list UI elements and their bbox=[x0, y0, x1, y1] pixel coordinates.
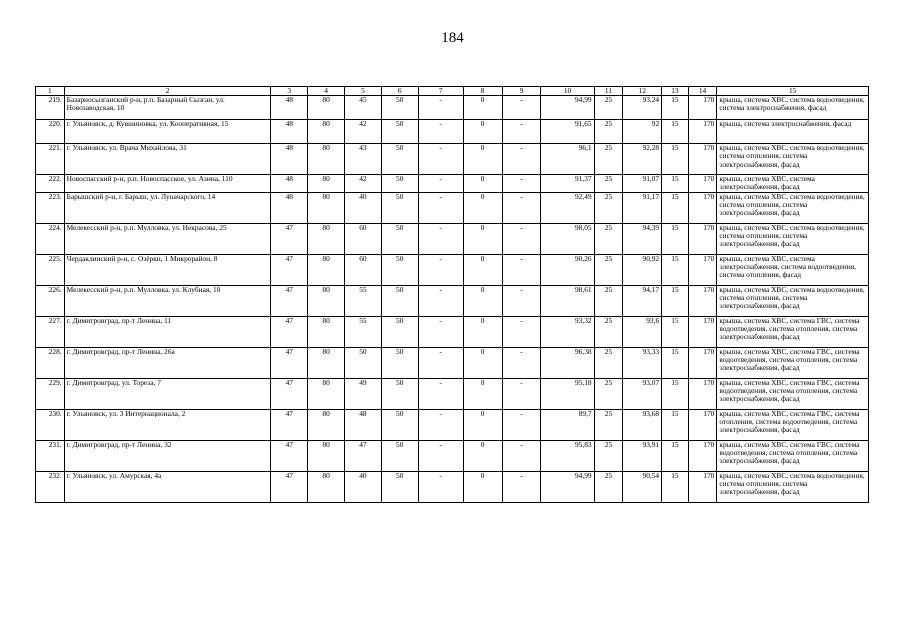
value-cell-c6: 50 bbox=[381, 378, 418, 409]
table-row bbox=[36, 120, 869, 144]
value-cell-c8: 0 bbox=[463, 223, 502, 254]
works-cell: крыша, система ХВС, система ГВС, система водоотведения, система отопления, система электроснабжения, фасад bbox=[717, 440, 869, 471]
table-row bbox=[36, 440, 869, 471]
table-row bbox=[36, 285, 869, 316]
row-number-cell: 222. bbox=[36, 175, 65, 192]
value-cell-c10: 98,05 bbox=[541, 223, 594, 254]
column-header-15: 15 bbox=[717, 87, 869, 96]
value-cell-c14: 170 bbox=[688, 120, 717, 144]
value-cell-c14: 170 bbox=[688, 144, 717, 175]
value-cell-c6: 50 bbox=[381, 192, 418, 223]
value-cell-c7: - bbox=[418, 409, 463, 440]
value-cell-c9: - bbox=[502, 316, 541, 347]
value-cell-c13: 15 bbox=[662, 144, 689, 175]
value-cell-c13: 15 bbox=[662, 175, 689, 192]
works-cell: крыша, система ХВС, система ГВС, система водоотведения, система отопления, система электроснабжения, фасад bbox=[717, 347, 869, 378]
address-cell: Базарносызганский р-н, р.п. Базарный Сызган, ул. Новозаводская, 10 bbox=[64, 96, 271, 120]
value-cell-c12: 90,54 bbox=[623, 471, 662, 502]
row-number-cell: 227. bbox=[36, 316, 65, 347]
column-header-5: 5 bbox=[345, 87, 382, 96]
column-header-11: 11 bbox=[594, 87, 623, 96]
value-cell-c5: 49 bbox=[345, 378, 382, 409]
value-cell-c4: 80 bbox=[308, 192, 345, 223]
value-cell-c10: 89,7 bbox=[541, 409, 594, 440]
table-row bbox=[36, 347, 869, 378]
value-cell-c8: 0 bbox=[463, 192, 502, 223]
value-cell-c14: 170 bbox=[688, 96, 717, 120]
table-row bbox=[36, 223, 869, 254]
value-cell-c5: 42 bbox=[345, 175, 382, 192]
address-cell: г. Ульяновск, ул. Врача Михайлова, 31 bbox=[64, 144, 271, 175]
table-row bbox=[36, 409, 869, 440]
value-cell-c8: 0 bbox=[463, 347, 502, 378]
value-cell-c3: 48 bbox=[271, 144, 308, 175]
value-cell-c8: 0 bbox=[463, 285, 502, 316]
address-cell: г. Ульяновск, ул. 3 Интернационала, 2 bbox=[64, 409, 271, 440]
column-header-2: 2 bbox=[64, 87, 271, 96]
table-row bbox=[36, 96, 869, 120]
value-cell-c4: 80 bbox=[308, 471, 345, 502]
value-cell-c6: 50 bbox=[381, 96, 418, 120]
value-cell-c10: 95,83 bbox=[541, 440, 594, 471]
value-cell-c3: 48 bbox=[271, 120, 308, 144]
value-cell-c4: 80 bbox=[308, 144, 345, 175]
value-cell-c7: - bbox=[418, 285, 463, 316]
value-cell-c7: - bbox=[418, 347, 463, 378]
value-cell-c8: 0 bbox=[463, 175, 502, 192]
address-cell: г. Димитровград, ул. Тореза, 7 bbox=[64, 378, 271, 409]
row-number-cell: 225. bbox=[36, 254, 65, 285]
value-cell-c5: 60 bbox=[345, 254, 382, 285]
value-cell-c12: 91,07 bbox=[623, 175, 662, 192]
value-cell-c4: 80 bbox=[308, 440, 345, 471]
value-cell-c13: 15 bbox=[662, 471, 689, 502]
value-cell-c12: 93,24 bbox=[623, 96, 662, 120]
address-cell: Новоспасский р-н, р.п. Новоспасское, ул. Азина, 110 bbox=[64, 175, 271, 192]
value-cell-c7: - bbox=[418, 440, 463, 471]
row-number-cell: 230. bbox=[36, 409, 65, 440]
table-row bbox=[36, 471, 869, 502]
value-cell-c10: 95,18 bbox=[541, 378, 594, 409]
value-cell-c11: 25 bbox=[594, 471, 623, 502]
value-cell-c8: 0 bbox=[463, 254, 502, 285]
works-cell: крыша, система ХВС, система водоотведения, система отопления, система электроснабжения, фасад bbox=[717, 285, 869, 316]
table-row bbox=[36, 144, 869, 175]
value-cell-c4: 80 bbox=[308, 347, 345, 378]
value-cell-c8: 0 bbox=[463, 144, 502, 175]
value-cell-c5: 42 bbox=[345, 120, 382, 144]
value-cell-c12: 91,17 bbox=[623, 192, 662, 223]
value-cell-c9: - bbox=[502, 120, 541, 144]
value-cell-c7: - bbox=[418, 144, 463, 175]
value-cell-c7: - bbox=[418, 254, 463, 285]
value-cell-c9: - bbox=[502, 378, 541, 409]
value-cell-c12: 93,33 bbox=[623, 347, 662, 378]
table-row bbox=[36, 254, 869, 285]
address-cell: Мелекесский р-н, р.п. Мулловка, ул. Некрасова, 25 bbox=[64, 223, 271, 254]
value-cell-c9: - bbox=[502, 285, 541, 316]
row-number-cell: 220. bbox=[36, 120, 65, 144]
value-cell-c10: 98,61 bbox=[541, 285, 594, 316]
address-cell: Мелекесский р-н, р.п. Мулловка, ул. Клубная, 10 bbox=[64, 285, 271, 316]
value-cell-c6: 50 bbox=[381, 223, 418, 254]
works-cell: крыша, система ХВС, система ГВС, система водоотведения, система отопления, система электроснабжения, фасад bbox=[717, 316, 869, 347]
value-cell-c13: 15 bbox=[662, 120, 689, 144]
value-cell-c12: 93,6 bbox=[623, 316, 662, 347]
value-cell-c14: 170 bbox=[688, 440, 717, 471]
value-cell-c7: - bbox=[418, 471, 463, 502]
value-cell-c14: 170 bbox=[688, 223, 717, 254]
value-cell-c5: 55 bbox=[345, 285, 382, 316]
row-number-cell: 226. bbox=[36, 285, 65, 316]
value-cell-c11: 25 bbox=[594, 144, 623, 175]
row-number-cell: 232. bbox=[36, 471, 65, 502]
table-row bbox=[36, 175, 869, 192]
value-cell-c4: 80 bbox=[308, 409, 345, 440]
value-cell-c4: 80 bbox=[308, 223, 345, 254]
works-cell: крыша, система ХВС, система водоотведения, система отопления, система электроснабжения, фасад bbox=[717, 192, 869, 223]
address-cell: г. Ульяновск, ул. Амурская, 4а bbox=[64, 471, 271, 502]
value-cell-c12: 94,39 bbox=[623, 223, 662, 254]
column-header-12: 12 bbox=[623, 87, 662, 96]
column-header-10: 10 bbox=[541, 87, 594, 96]
value-cell-c11: 25 bbox=[594, 223, 623, 254]
address-cell: г. Ульяновск, д. Кувшиновка, ул. Кооперативная, 15 bbox=[64, 120, 271, 144]
column-header-4: 4 bbox=[308, 87, 345, 96]
column-header-13: 13 bbox=[662, 87, 689, 96]
page-number: 184 bbox=[441, 30, 464, 46]
value-cell-c4: 80 bbox=[308, 254, 345, 285]
value-cell-c9: - bbox=[502, 471, 541, 502]
value-cell-c3: 47 bbox=[271, 254, 308, 285]
value-cell-c8: 0 bbox=[463, 96, 502, 120]
value-cell-c4: 80 bbox=[308, 316, 345, 347]
value-cell-c14: 170 bbox=[688, 347, 717, 378]
row-number-cell: 219. bbox=[36, 96, 65, 120]
value-cell-c7: - bbox=[418, 120, 463, 144]
table-body bbox=[36, 96, 869, 502]
works-cell: крыша, система ХВС, система водоотведения, система отопления, система электроснабжения, фасад bbox=[717, 223, 869, 254]
table-row bbox=[36, 316, 869, 347]
value-cell-c10: 96,38 bbox=[541, 347, 594, 378]
header-row bbox=[36, 87, 869, 96]
row-number-cell: 228. bbox=[36, 347, 65, 378]
value-cell-c5: 43 bbox=[345, 144, 382, 175]
works-cell: крыша, система ХВС, система ГВС, система отопления, система водоотведения, система электроснабжения, фасад bbox=[717, 409, 869, 440]
works-cell: крыша, система ХВС, система водоотведения, система отопления, система электроснабжения, фасад bbox=[717, 471, 869, 502]
column-header-14: 14 bbox=[688, 87, 717, 96]
value-cell-c10: 91,65 bbox=[541, 120, 594, 144]
value-cell-c9: - bbox=[502, 96, 541, 120]
value-cell-c11: 25 bbox=[594, 96, 623, 120]
value-cell-c6: 50 bbox=[381, 440, 418, 471]
value-cell-c11: 25 bbox=[594, 409, 623, 440]
value-cell-c5: 47 bbox=[345, 440, 382, 471]
value-cell-c10: 91,37 bbox=[541, 175, 594, 192]
value-cell-c3: 47 bbox=[271, 285, 308, 316]
value-cell-c6: 50 bbox=[381, 409, 418, 440]
table-row bbox=[36, 378, 869, 409]
value-cell-c11: 25 bbox=[594, 285, 623, 316]
column-header-6: 6 bbox=[381, 87, 418, 96]
value-cell-c10: 96,1 bbox=[541, 144, 594, 175]
value-cell-c5: 45 bbox=[345, 96, 382, 120]
value-cell-c10: 94,99 bbox=[541, 96, 594, 120]
value-cell-c6: 50 bbox=[381, 347, 418, 378]
value-cell-c14: 170 bbox=[688, 192, 717, 223]
value-cell-c8: 0 bbox=[463, 120, 502, 144]
value-cell-c7: - bbox=[418, 378, 463, 409]
value-cell-c7: - bbox=[418, 192, 463, 223]
value-cell-c14: 170 bbox=[688, 316, 717, 347]
value-cell-c14: 170 bbox=[688, 378, 717, 409]
works-cell: крыша, система ХВС, система электроснабжения, система водоотведения, система отопления, фасад bbox=[717, 254, 869, 285]
value-cell-c3: 48 bbox=[271, 192, 308, 223]
value-cell-c12: 93,68 bbox=[623, 409, 662, 440]
value-cell-c11: 25 bbox=[594, 120, 623, 144]
works-cell: крыша, система ХВС, система водоотведения, система электроснабжения, фасад bbox=[717, 96, 869, 120]
value-cell-c4: 80 bbox=[308, 96, 345, 120]
value-cell-c8: 0 bbox=[463, 471, 502, 502]
column-header-3: 3 bbox=[271, 87, 308, 96]
value-cell-c5: 50 bbox=[345, 347, 382, 378]
value-cell-c12: 93,07 bbox=[623, 378, 662, 409]
value-cell-c9: - bbox=[502, 347, 541, 378]
value-cell-c10: 92,49 bbox=[541, 192, 594, 223]
value-cell-c13: 15 bbox=[662, 96, 689, 120]
address-cell: г. Димитровград, пр-т Ленина, 11 bbox=[64, 316, 271, 347]
value-cell-c5: 48 bbox=[345, 409, 382, 440]
value-cell-c4: 80 bbox=[308, 120, 345, 144]
value-cell-c3: 47 bbox=[271, 471, 308, 502]
value-cell-c12: 93,91 bbox=[623, 440, 662, 471]
value-cell-c6: 50 bbox=[381, 285, 418, 316]
value-cell-c5: 60 bbox=[345, 223, 382, 254]
value-cell-c9: - bbox=[502, 175, 541, 192]
value-cell-c12: 94,17 bbox=[623, 285, 662, 316]
address-cell: Чердаклинский р-н, с. Озёрки, 1 Микрорайон, 8 bbox=[64, 254, 271, 285]
value-cell-c11: 25 bbox=[594, 378, 623, 409]
works-cell: крыша, система ХВС, система электроснабжения, фасад bbox=[717, 175, 869, 192]
column-header-1: 1 bbox=[36, 87, 65, 96]
value-cell-c3: 48 bbox=[271, 96, 308, 120]
value-cell-c9: - bbox=[502, 409, 541, 440]
value-cell-c4: 80 bbox=[308, 175, 345, 192]
value-cell-c4: 80 bbox=[308, 285, 345, 316]
value-cell-c3: 47 bbox=[271, 409, 308, 440]
works-cell: крыша, система ХВС, система водоотведения, система отопления, система электроснабжения, фасад bbox=[717, 144, 869, 175]
value-cell-c13: 15 bbox=[662, 378, 689, 409]
value-cell-c7: - bbox=[418, 96, 463, 120]
value-cell-c3: 47 bbox=[271, 223, 308, 254]
row-number-cell: 224. bbox=[36, 223, 65, 254]
value-cell-c6: 50 bbox=[381, 316, 418, 347]
column-header-9: 9 bbox=[502, 87, 541, 96]
value-cell-c9: - bbox=[502, 254, 541, 285]
value-cell-c12: 92 bbox=[623, 120, 662, 144]
value-cell-c14: 170 bbox=[688, 254, 717, 285]
value-cell-c6: 50 bbox=[381, 120, 418, 144]
value-cell-c10: 90,26 bbox=[541, 254, 594, 285]
address-cell: г. Димитровград, пр-т Ленина, 32 bbox=[64, 440, 271, 471]
value-cell-c11: 25 bbox=[594, 254, 623, 285]
value-cell-c6: 50 bbox=[381, 175, 418, 192]
value-cell-c14: 170 bbox=[688, 285, 717, 316]
address-cell: Барышский р-н, г. Барыш, ул. Луначарского, 14 bbox=[64, 192, 271, 223]
value-cell-c3: 47 bbox=[271, 378, 308, 409]
value-cell-c5: 55 bbox=[345, 316, 382, 347]
value-cell-c10: 93,32 bbox=[541, 316, 594, 347]
value-cell-c9: - bbox=[502, 144, 541, 175]
value-cell-c13: 15 bbox=[662, 440, 689, 471]
value-cell-c14: 170 bbox=[688, 471, 717, 502]
column-header-8: 8 bbox=[463, 87, 502, 96]
value-cell-c5: 40 bbox=[345, 192, 382, 223]
value-cell-c14: 170 bbox=[688, 409, 717, 440]
value-cell-c5: 40 bbox=[345, 471, 382, 502]
value-cell-c13: 15 bbox=[662, 285, 689, 316]
value-cell-c10: 94,99 bbox=[541, 471, 594, 502]
value-cell-c8: 0 bbox=[463, 409, 502, 440]
value-cell-c3: 47 bbox=[271, 440, 308, 471]
value-cell-c3: 47 bbox=[271, 347, 308, 378]
row-number-cell: 229. bbox=[36, 378, 65, 409]
value-cell-c9: - bbox=[502, 223, 541, 254]
works-cell: крыша, система электроснабжения, фасад bbox=[717, 120, 869, 144]
value-cell-c8: 0 bbox=[463, 378, 502, 409]
value-cell-c4: 80 bbox=[308, 378, 345, 409]
row-number-cell: 231. bbox=[36, 440, 65, 471]
value-cell-c13: 15 bbox=[662, 347, 689, 378]
value-cell-c3: 48 bbox=[271, 175, 308, 192]
works-cell: крыша, система ХВС, система ГВС, система водоотведения, система отопления, система электроснабжения, фасад bbox=[717, 378, 869, 409]
value-cell-c6: 50 bbox=[381, 254, 418, 285]
value-cell-c7: - bbox=[418, 175, 463, 192]
value-cell-c8: 0 bbox=[463, 316, 502, 347]
value-cell-c11: 25 bbox=[594, 440, 623, 471]
value-cell-c11: 25 bbox=[594, 175, 623, 192]
value-cell-c13: 15 bbox=[662, 316, 689, 347]
value-cell-c14: 170 bbox=[688, 175, 717, 192]
table-row bbox=[36, 192, 869, 223]
value-cell-c12: 92,28 bbox=[623, 144, 662, 175]
address-cell: г. Димитровград, пр-т Ленина, 26а bbox=[64, 347, 271, 378]
row-number-cell: 221. bbox=[36, 144, 65, 175]
value-cell-c6: 50 bbox=[381, 471, 418, 502]
value-cell-c11: 25 bbox=[594, 347, 623, 378]
column-header-7: 7 bbox=[418, 87, 463, 96]
value-cell-c13: 15 bbox=[662, 254, 689, 285]
value-cell-c13: 15 bbox=[662, 223, 689, 254]
value-cell-c11: 25 bbox=[594, 316, 623, 347]
value-cell-c7: - bbox=[418, 223, 463, 254]
value-cell-c3: 47 bbox=[271, 316, 308, 347]
value-cell-c13: 15 bbox=[662, 409, 689, 440]
data-table bbox=[35, 86, 869, 503]
value-cell-c9: - bbox=[502, 192, 541, 223]
value-cell-c13: 15 bbox=[662, 192, 689, 223]
value-cell-c9: - bbox=[502, 440, 541, 471]
value-cell-c12: 90,92 bbox=[623, 254, 662, 285]
row-number-cell: 223. bbox=[36, 192, 65, 223]
value-cell-c11: 25 bbox=[594, 192, 623, 223]
value-cell-c8: 0 bbox=[463, 440, 502, 471]
value-cell-c6: 50 bbox=[381, 144, 418, 175]
value-cell-c7: - bbox=[418, 316, 463, 347]
